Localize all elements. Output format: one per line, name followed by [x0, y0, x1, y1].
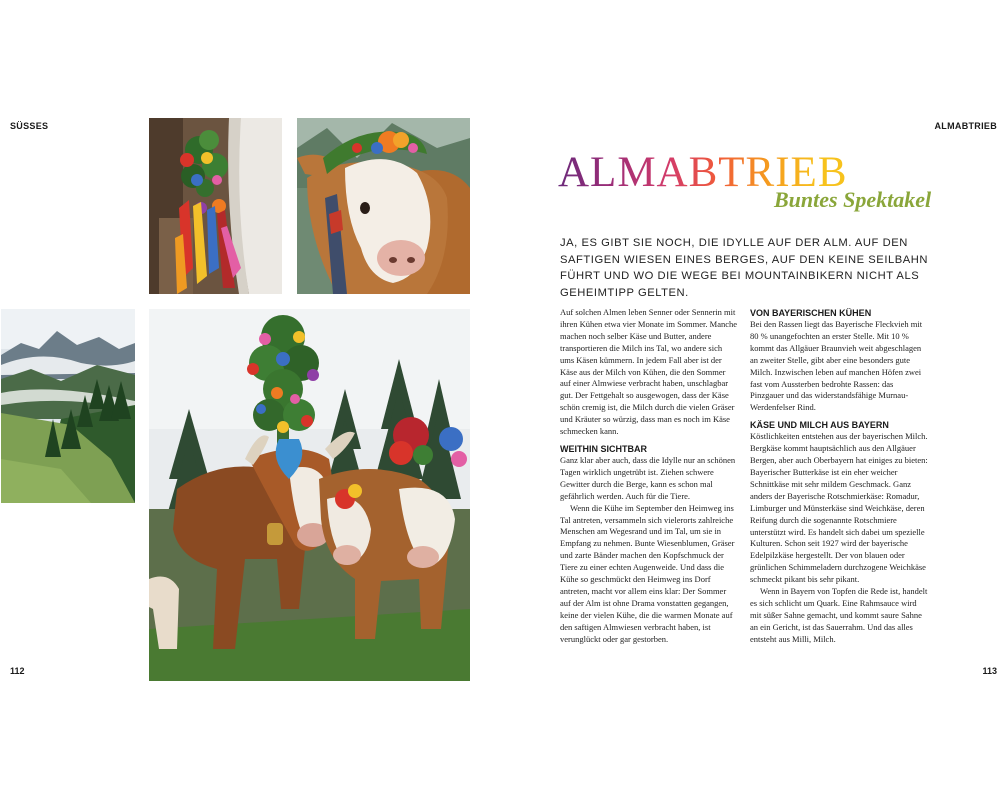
section-heading: WEITHIN SICHTBAR	[560, 443, 647, 454]
photo-decorated-cows	[149, 309, 470, 681]
running-head-right: ALMABTRIEB	[934, 121, 997, 131]
body-paragraph: Wenn die Kühe im September den Heimweg ins Tal antreten, versammeln sich vielerorts zahlreiche Menschen am Wegesrand und im Tal, um sie in Empfang zu nehmen. Bunte Wiesenblumen, Gräser und zarte Bänder machen den Kopfschmuck der Tiere zu einer echten Augenweide. Und dass die Kühe so geschmückt den Heimweg ins Dorf antreten, macht vor allem eins klar: Der Sommer auf der Alm ist ohne Drama vonstatten gegangen, keine der vielen Kühe, die die warmen Monate auf den saftigen Almwiesen verbracht haben, ist verunglückt oder gar gestorben.	[560, 502, 735, 644]
body-paragraph: Auf solchen Almen leben Senner oder Sennerin mit ihren Kühen etwa vier Monate im Sommer. Manche machen noch selber Käse und Butter, andere transportieren die Milch ins Tal, wo andere sich ums Käsen kümmern. In jedem Fall aber ist der Käse aus der Milch von Kühen, die den Sommer auf einer Almwiese verbracht haben, unschlagbar gut. Der Fettgehalt so ausgewogen, dass der Käse schön cremig ist, die Milch durch die vielen Gräser und Kräuter so würzig, dass man es noch im Käse schmecken kann.	[560, 307, 738, 437]
body-column-right	[750, 307, 928, 646]
body-column-left	[560, 307, 738, 645]
page-number-left: 112	[10, 666, 25, 676]
running-head-left: SÜSSES	[10, 121, 49, 131]
intro-paragraph: JA, ES GIBT SIE NOCH, DIE IDYLLE AUF DER ALM. AUF DEN SAFTIGEN WIESEN EINES BERGES, AUF DEN KEINE SEILBAHN FÜHRT UND WO DIE WEGE BEI MOUNTAINBIKERN NICHT ALS GEHEIMTIPP GELTEN.	[560, 237, 929, 299]
photo-cow-portrait	[297, 118, 470, 294]
photo-headdress-detail	[149, 118, 282, 294]
article-subtitle: Buntes Spektakel	[774, 187, 932, 212]
body-paragraph: Köstlichkeiten entstehen aus der bayerischen Milch. Bergkäse kommt hauptsächlich aus den Allgäuer Bergen, aber auch Oberbayern hat einiges zu bieten: Bayerischer Butterkäse ist ein eher weicher Schnittkäse mit sehr mildem Geschmack. Ganz anders der Bayerische Rotschmierkäse: Romadur, Limburger und Münsterkäse sind Weichkäse, deren Reifung durch die sogenannte Rotschmiere unterstützt wird. Es handelt sich dabei um spezielle Kulturen. Schon seit 1927 wird der bayerische Edelpilzkäse hergestellt. Der von blauen oder grünlichen Schimmeladern durchzogene Weichkäse schmeckt pikant bis sehr pikant.	[750, 431, 928, 585]
body-paragraph: Bei den Rassen liegt das Bayerische Fleckvieh mit 80 % unangefochten an erster Stelle. Mit 10 % kommt das Allgäuer Braunvieh weit abgeschlagen an zweiter Stelle, gibt aber eine besonders gute Milch. Inzwischen leben auf manchen Höfen zwei fast vom Aussterben bedrohte Rassen: das Pinzgauer und das widerstandsfähige Murnau-Werdenfelser Rind.	[750, 319, 923, 413]
article-title: ALMABTRIEB	[558, 149, 848, 196]
page-number-right: 113	[982, 666, 997, 676]
photo-alpine-landscape	[1, 309, 135, 503]
body-paragraph: Ganz klar aber auch, dass die Idylle nur an schönen Tagen wirklich ungetrübt ist. Ziehen schwere Gewitter durch die Berge, kann es schon mal gefährlich werden. Auch für die Tiere.	[560, 454, 736, 501]
body-paragraph: Wenn in Bayern von Topfen die Rede ist, handelt es sich schlicht um Quark. Eine Rahmsauce wird mit süßer Sahne gemacht, und kommt saure Sahne an ein Gericht, ist das Sauerrahm. Und das alles entsteht aus Milli, Milch.	[750, 586, 928, 644]
section-heading: VON BAYERISCHEN KÜHEN	[750, 308, 872, 318]
section-heading: KÄSE UND MILCH AUS BAYERN	[750, 420, 889, 431]
